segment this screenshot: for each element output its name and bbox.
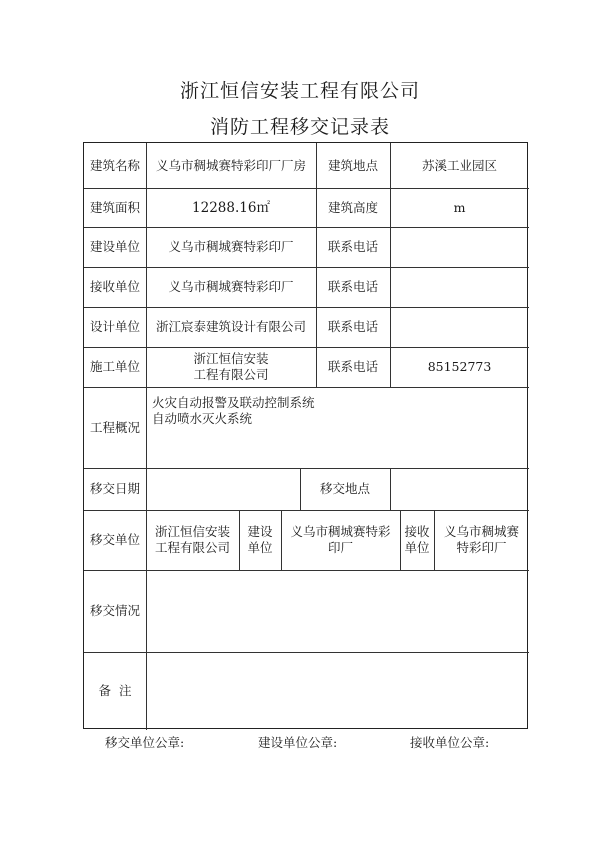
document-title: 浙江恒信安装工程有限公司 bbox=[179, 80, 420, 102]
building-location-value: 苏溪工业园区 bbox=[421, 157, 497, 173]
handover-place-label: 移交地点 bbox=[319, 481, 370, 496]
design-unit-value: 浙江宸泰建筑设计有限公司 bbox=[155, 319, 306, 334]
receiving-phone-label: 联系电话 bbox=[327, 279, 378, 294]
construction-phone-label: 联系电话 bbox=[327, 239, 378, 254]
receiving-sublabel-line2: 单位 bbox=[404, 540, 430, 555]
building-height-label: 建筑高度 bbox=[327, 199, 378, 215]
receiving-sublabel-line1: 接收 bbox=[404, 524, 430, 539]
document-subtitle: 消防工程移交记录表 bbox=[209, 116, 390, 138]
handover-table bbox=[83, 142, 528, 729]
handover-seal-label: 移交单位公章: bbox=[105, 735, 185, 750]
design-unit-label: 设计单位 bbox=[89, 319, 140, 334]
building-area-label: 建筑面积 bbox=[89, 199, 140, 215]
construction-unit-label: 建设单位 bbox=[89, 239, 140, 254]
receiving-seal-label: 接收单位公章: bbox=[410, 735, 490, 750]
contractor-unit-value bbox=[146, 347, 316, 387]
handover-status-label: 移交情况 bbox=[89, 603, 140, 618]
construction-subvalue-line2: 印厂 bbox=[327, 540, 353, 555]
receiving-phone-value bbox=[390, 267, 529, 307]
handover-status-value bbox=[146, 570, 529, 652]
building-height-value: m bbox=[453, 199, 466, 215]
building-location-label: 建筑地点 bbox=[327, 157, 378, 173]
overview-line1: 火灾自动报警及联动控制系统 bbox=[152, 395, 315, 410]
handover-unit-line1: 浙江恒信安装 bbox=[154, 524, 230, 539]
receiving-unit-sublabel bbox=[400, 510, 434, 570]
construction-subvalue-line1: 义乌市稠城赛特彩 bbox=[290, 524, 391, 539]
construction-sublabel-line2: 单位 bbox=[247, 540, 273, 555]
design-phone-value bbox=[390, 307, 529, 347]
construction-unit-sublabel bbox=[239, 510, 281, 570]
design-phone-label: 联系电话 bbox=[327, 319, 378, 334]
construction-sublabel-line1: 建设 bbox=[247, 524, 273, 539]
construction-seal-label: 建设单位公章: bbox=[258, 735, 338, 750]
receiving-unit-subvalue bbox=[434, 510, 529, 570]
handover-unit-label: 移交单位 bbox=[89, 532, 140, 547]
contractor-unit-line2: 工程有限公司 bbox=[193, 367, 269, 382]
remarks-value bbox=[146, 652, 529, 730]
handover-place-value bbox=[390, 468, 529, 510]
receiving-unit-label: 接收单位 bbox=[89, 279, 140, 294]
receiving-subvalue-line1: 义乌市稠城赛 bbox=[443, 524, 519, 539]
building-area-value: 12288.16㎡ bbox=[192, 199, 270, 216]
handover-date-label: 移交日期 bbox=[89, 481, 140, 496]
overview-line2: 自动喷水灭火系统 bbox=[152, 411, 253, 426]
contractor-unit-label: 施工单位 bbox=[89, 359, 140, 374]
remarks-label: 备 注 bbox=[98, 683, 132, 698]
handover-unit-line2: 工程有限公司 bbox=[154, 540, 230, 555]
construction-phone-value bbox=[390, 227, 529, 267]
building-name-label: 建筑名称 bbox=[89, 157, 140, 173]
handover-unit-value bbox=[146, 510, 239, 570]
receiving-subvalue-line2: 特彩印厂 bbox=[456, 540, 507, 555]
contractor-unit-line1: 浙江恒信安装 bbox=[193, 351, 269, 366]
building-name-value: 义乌市稠城赛特彩印厂厂房 bbox=[155, 157, 306, 173]
receiving-unit-value: 义乌市稠城赛特彩印厂 bbox=[168, 279, 294, 294]
handover-date-value bbox=[146, 468, 300, 510]
contractor-phone-label: 联系电话 bbox=[327, 359, 378, 374]
overview-value bbox=[146, 387, 529, 468]
contractor-phone-value: 85152773 bbox=[427, 359, 492, 374]
overview-label: 工程概况 bbox=[89, 419, 140, 435]
construction-unit-subvalue bbox=[281, 510, 400, 570]
construction-unit-value: 义乌市稠城赛特彩印厂 bbox=[168, 239, 294, 254]
